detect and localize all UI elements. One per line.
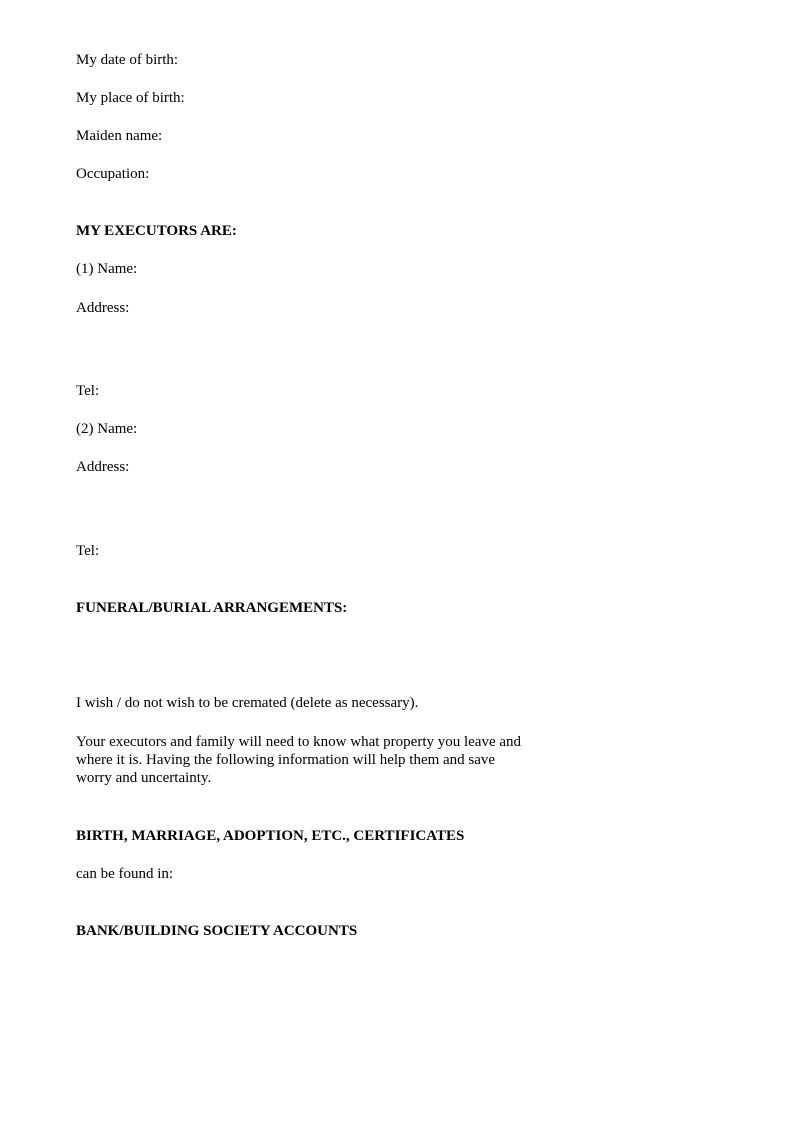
executor1-address-label: Address: (76, 300, 130, 316)
certificates-heading: BIRTH, MARRIAGE, ADOPTION, ETC., CERTIFICATES (76, 828, 465, 844)
cremation-line: I wish / do not wish to be cremated (delete as necessary). (76, 695, 419, 711)
executor2-tel-label: Tel: (76, 543, 100, 559)
executors-info-paragraph (76, 733, 566, 787)
info-paragraph-line: where it is. Having the following information will help them and save (76, 752, 496, 768)
certificates-location-label: can be found in: (76, 866, 174, 882)
maiden-name-label: Maiden name: (76, 128, 163, 144)
info-paragraph-line: Your executors and family will need to know what property you leave and (76, 734, 522, 750)
date-of-birth-label: My date of birth: (76, 52, 179, 68)
funeral-heading: FUNERAL/BURIAL ARRANGEMENTS: (76, 600, 348, 616)
executor1-name-label: (1) Name: (76, 261, 138, 277)
executor1-tel-label: Tel: (76, 383, 100, 399)
executors-heading: MY EXECUTORS ARE: (76, 223, 237, 239)
occupation-label: Occupation: (76, 166, 150, 182)
place-of-birth-label: My place of birth: (76, 90, 185, 106)
executor2-address-label: Address: (76, 459, 130, 475)
info-paragraph-line: worry and uncertainty. (76, 770, 212, 786)
bank-accounts-heading: BANK/BUILDING SOCIETY ACCOUNTS (76, 923, 358, 939)
executor2-name-label: (2) Name: (76, 421, 138, 437)
